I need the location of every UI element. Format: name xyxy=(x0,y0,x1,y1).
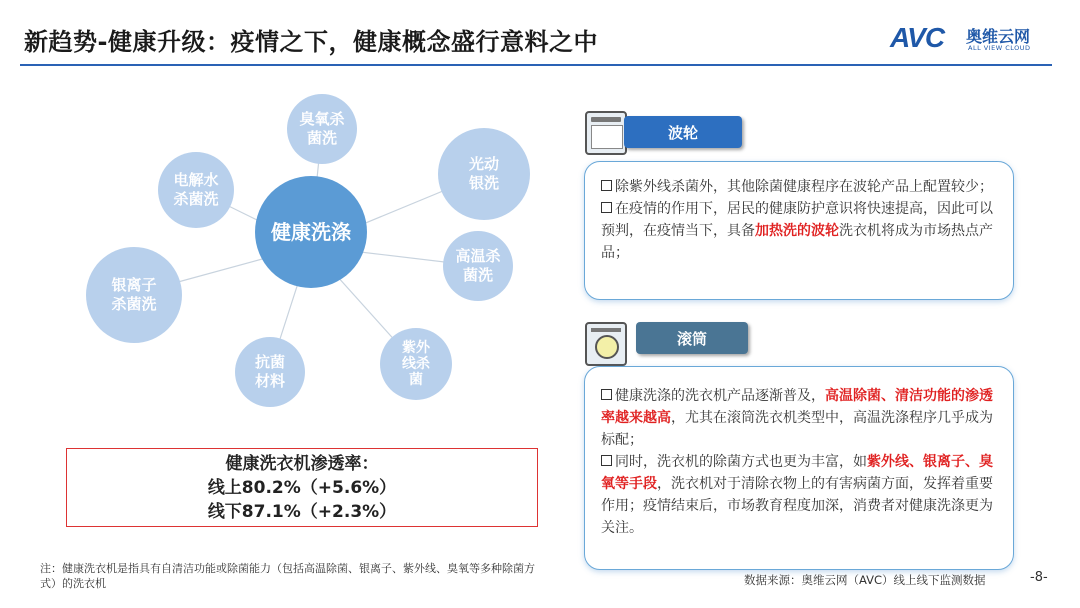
checkbox-bullet-icon xyxy=(601,180,612,191)
pulsator-bullet-1 xyxy=(601,176,1001,198)
tag-pulsator xyxy=(624,116,742,148)
bubble-label: 线杀 xyxy=(402,355,430,372)
bubble-label: 材料 xyxy=(254,372,285,390)
penetration-rate-box xyxy=(66,448,538,527)
bubble-silver-ion xyxy=(86,247,182,343)
rate-offline: 线下87.1%（+2.3%） xyxy=(207,502,397,522)
front-load-washer-icon xyxy=(585,322,627,366)
bubble-ozone xyxy=(287,94,357,164)
bubble-label: 光动 xyxy=(468,155,499,174)
bubble-electrolyzed-water xyxy=(158,152,234,228)
bullet-text: 健康洗涤的洗衣机产品逐渐普及， xyxy=(615,388,825,404)
bubble-label: 抗菌 xyxy=(254,353,285,372)
rate-online: 线上80.2%（+5.6%） xyxy=(207,478,397,498)
checkbox-bullet-icon xyxy=(601,389,612,400)
drum-bullet-2 xyxy=(601,451,1001,539)
bubble-photo-silver xyxy=(438,128,530,220)
bullet-text: ，尤其在滚筒洗衣机类型中，高温洗涤程序几乎成为标配； xyxy=(601,410,993,448)
bubble-label: 臭氧杀 xyxy=(299,110,345,129)
bubble-label: 菌洗 xyxy=(306,129,337,147)
logo-cn-text: 奥维云网 xyxy=(966,27,1031,46)
footnote: 注：健康洗衣机是指具有自清洁功能或除菌能力（包括高温除菌、银离子、紫外线、臭氧等多种除菌方式）的洗衣机 xyxy=(40,562,535,590)
bullet-text: 同时，洗衣机的除菌方式也更为丰富，如 xyxy=(615,454,867,470)
drum-card xyxy=(584,366,1014,570)
highlight-text: 加热洗的波轮 xyxy=(755,223,839,239)
bubble-label: 银离子 xyxy=(111,276,157,295)
bubble-label: 杀菌洗 xyxy=(173,190,219,208)
bubble-label: 菌 xyxy=(409,372,423,389)
bubble-high-temp xyxy=(443,231,513,301)
bubble-label: 杀菌洗 xyxy=(111,295,157,313)
bubble-center-label: 健康洗涤 xyxy=(271,219,351,244)
data-source: 数据来源：奥维云网（AVC）线上线下监测数据 xyxy=(744,573,986,587)
pulsator-bullet-2 xyxy=(601,198,1001,264)
bubble-center xyxy=(255,176,367,288)
bubble-label: 紫外 xyxy=(402,339,430,356)
highlight-text: 紫外线、银离子、臭氧等手段 xyxy=(601,454,993,492)
header-divider xyxy=(20,64,1052,66)
bullet-text: 除紫外线杀菌外，其他除菌健康程序在波轮产品上配置较少； xyxy=(615,179,993,195)
tag-pulsator-label: 波轮 xyxy=(667,123,698,142)
highlight-text: 高温除菌、清洁功能的渗透率越来越高 xyxy=(601,388,993,426)
logo-avc-text: AVC xyxy=(890,22,945,53)
logo-en-text: ALL VIEW CLOUD xyxy=(968,44,1031,52)
checkbox-bullet-icon xyxy=(601,455,612,466)
bullet-text: ，洗衣机对于清除衣物上的有害病菌方面，发挥着重要作用；疫情结束后，市场教育程度加深，消费者对健康洗涤更为关注。 xyxy=(601,476,993,536)
checkbox-bullet-icon xyxy=(601,202,612,213)
bullet-text: 洗衣机将成为市场热点产品； xyxy=(601,223,993,261)
top-load-washer-icon xyxy=(585,111,627,155)
bullet-text: 在疫情的作用下，居民的健康防护意识将快速提高，因此可以预判，在疫情当下，具备 xyxy=(601,201,993,239)
bubble-antibacterial-material xyxy=(235,337,305,407)
pulsator-card xyxy=(584,161,1014,300)
bubble-label: 菌洗 xyxy=(462,266,493,284)
tag-drum-label: 滚筒 xyxy=(676,329,707,348)
bubble-label: 高温杀 xyxy=(455,247,501,266)
avc-logo xyxy=(890,22,1060,58)
rate-title: 健康洗衣机渗透率： xyxy=(225,454,379,474)
page-title: 新趋势-健康升级：疫情之下，健康概念盛行意料之中 xyxy=(24,28,598,56)
bubble-label: 电解水 xyxy=(173,171,219,190)
bubble-uv xyxy=(380,328,452,400)
tag-drum xyxy=(636,322,748,354)
drum-bullet-1 xyxy=(601,385,1001,451)
bubble-label: 银洗 xyxy=(468,174,499,192)
page-number: -8- xyxy=(1030,570,1048,585)
